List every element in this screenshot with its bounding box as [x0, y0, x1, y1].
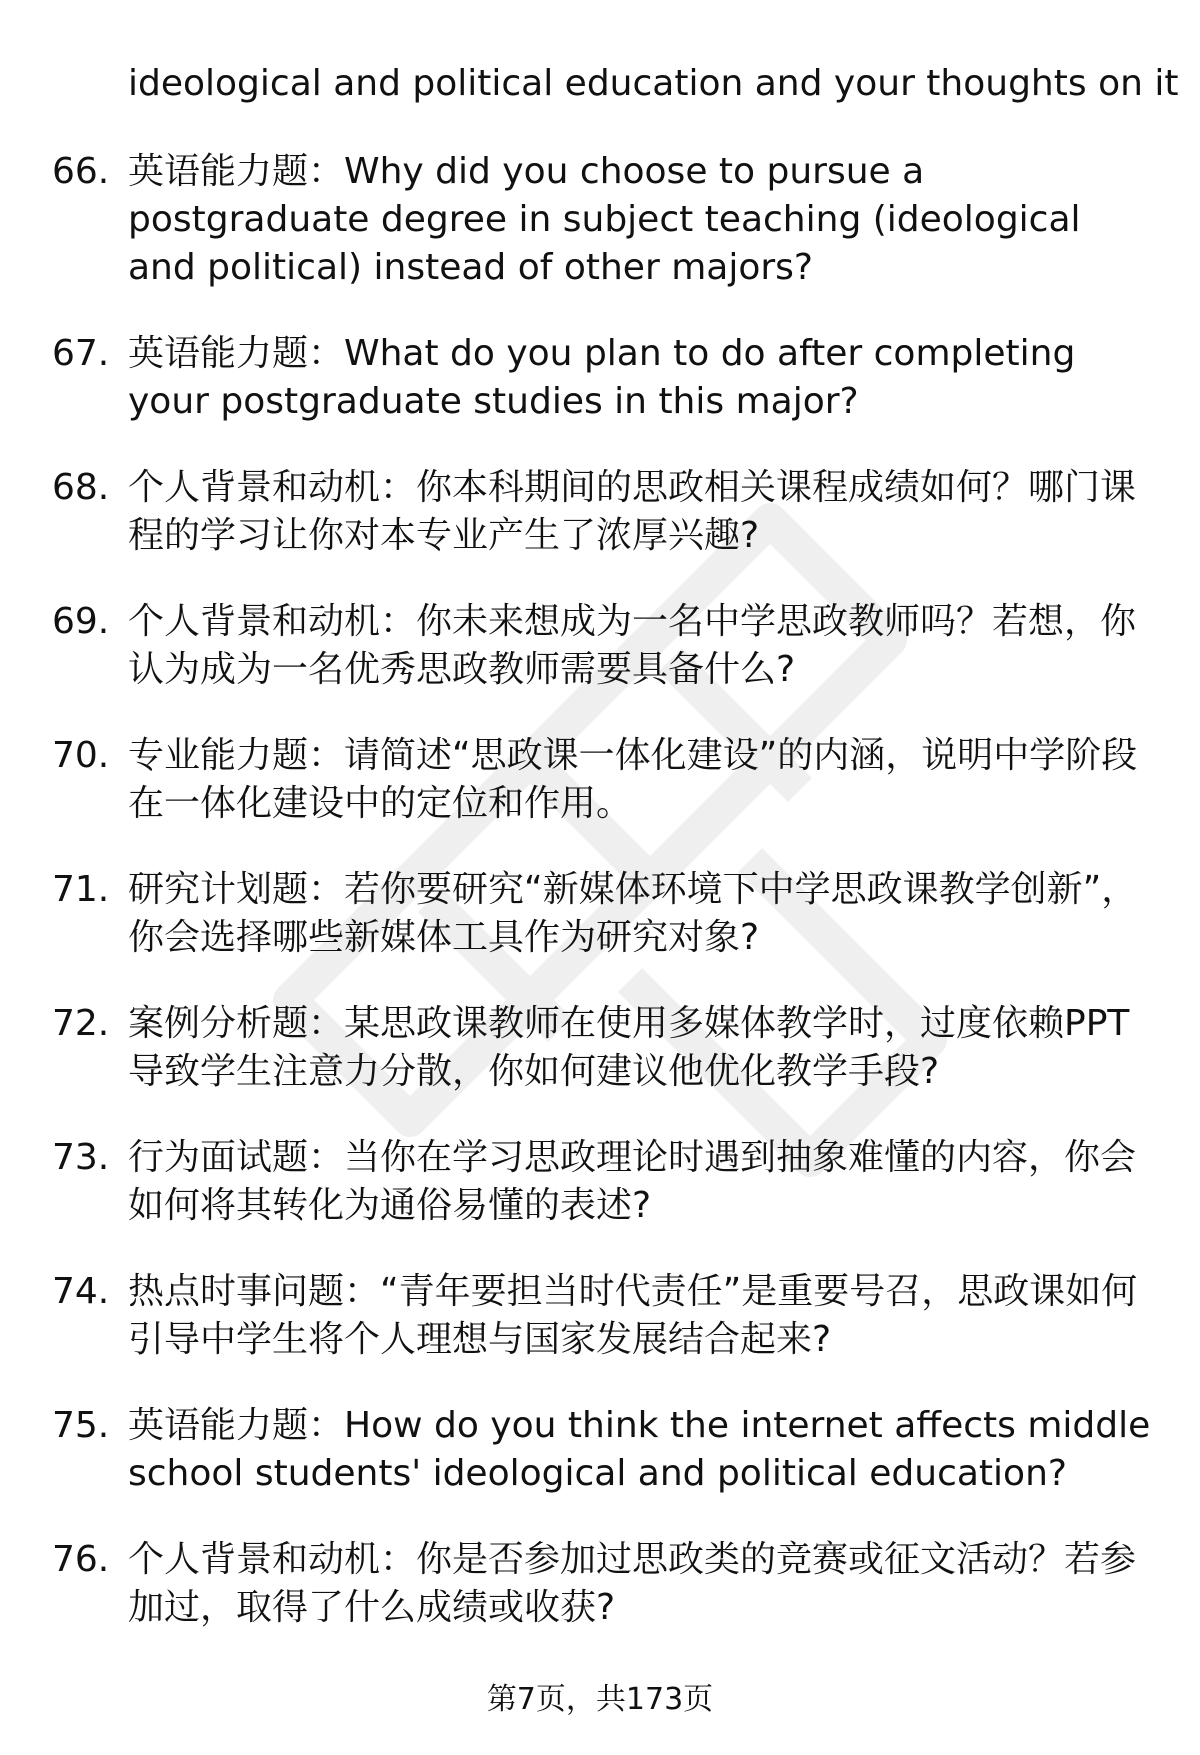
- question-item: [0, 1536, 1200, 1632]
- question-number: 69.: [52, 601, 110, 642]
- question-text: 个人背景和动机：你未来想成为一名中学思政教师吗？若想，你认为成为一名优秀思政教师需要具备什么?: [128, 601, 1137, 690]
- question-text: 热点时事问题：“青年要担当时代责任”是重要号召，思政课如何引导中学生将个人理想与国家发展结合起来?: [128, 1271, 1138, 1360]
- question-list: [0, 148, 1200, 1670]
- question-item: [0, 1000, 1200, 1096]
- question-number: 66.: [52, 151, 110, 192]
- question-number: 67.: [52, 333, 110, 374]
- question-number: 70.: [52, 735, 110, 776]
- question-text: 行为面试题：当你在学习思政理论时遇到抽象难懂的内容，你会如何将其转化为通俗易懂的表述?: [128, 1137, 1137, 1226]
- question-number: 71.: [52, 869, 110, 910]
- continued-question-text: ideological and political education and your thoughts on it: [128, 63, 1179, 104]
- question-item: [0, 330, 1200, 426]
- question-number: 73.: [52, 1137, 110, 1178]
- question-item: [0, 598, 1200, 694]
- question-text: 案例分析题：某思政课教师在使用多媒体教学时，过度依赖PPT导致学生注意力分散，你如何建议他优化教学手段?: [128, 1003, 1130, 1092]
- question-text: 专业能力题：请简述“思政课一体化建设”的内涵，说明中学阶段在一体化建设中的定位和作用。: [128, 735, 1138, 824]
- question-text: 个人背景和动机：你本科期间的思政相关课程成绩如何？哪门课程的学习让你对本专业产生了浓厚兴趣?: [128, 467, 1137, 556]
- question-text: 研究计划题：若你要研究“新媒体环境下中学思政课教学创新”，你会选择哪些新媒体工具作为研究对象?: [128, 869, 1138, 958]
- question-item: [0, 732, 1200, 828]
- question-item: [0, 1402, 1200, 1498]
- question-number: 72.: [52, 1003, 110, 1044]
- question-number: 74.: [52, 1271, 110, 1312]
- question-text: 个人背景和动机：你是否参加过思政类的竞赛或征文活动？若参加过，取得了什么成绩或收获?: [128, 1539, 1137, 1628]
- page-footer: 第7页，共173页: [486, 1682, 714, 1717]
- question-text: 英语能力题：What do you plan to do after completing your postgraduate studies in this major?: [128, 333, 1076, 422]
- question-number: 68.: [52, 467, 110, 508]
- question-item: [0, 1268, 1200, 1364]
- question-item: [0, 464, 1200, 560]
- question-number: 75.: [52, 1405, 110, 1446]
- question-text: 英语能力题：Why did you choose to pursue a postgraduate degree in subject teaching (ideological and political) instead of other majors?: [128, 151, 1081, 288]
- question-number: 76.: [52, 1539, 110, 1580]
- question-text: 英语能力题：How do you think the internet affects middle school students' ideological and political education?: [128, 1405, 1151, 1494]
- question-item: [0, 1134, 1200, 1230]
- question-item: [0, 866, 1200, 962]
- question-item: [0, 148, 1200, 292]
